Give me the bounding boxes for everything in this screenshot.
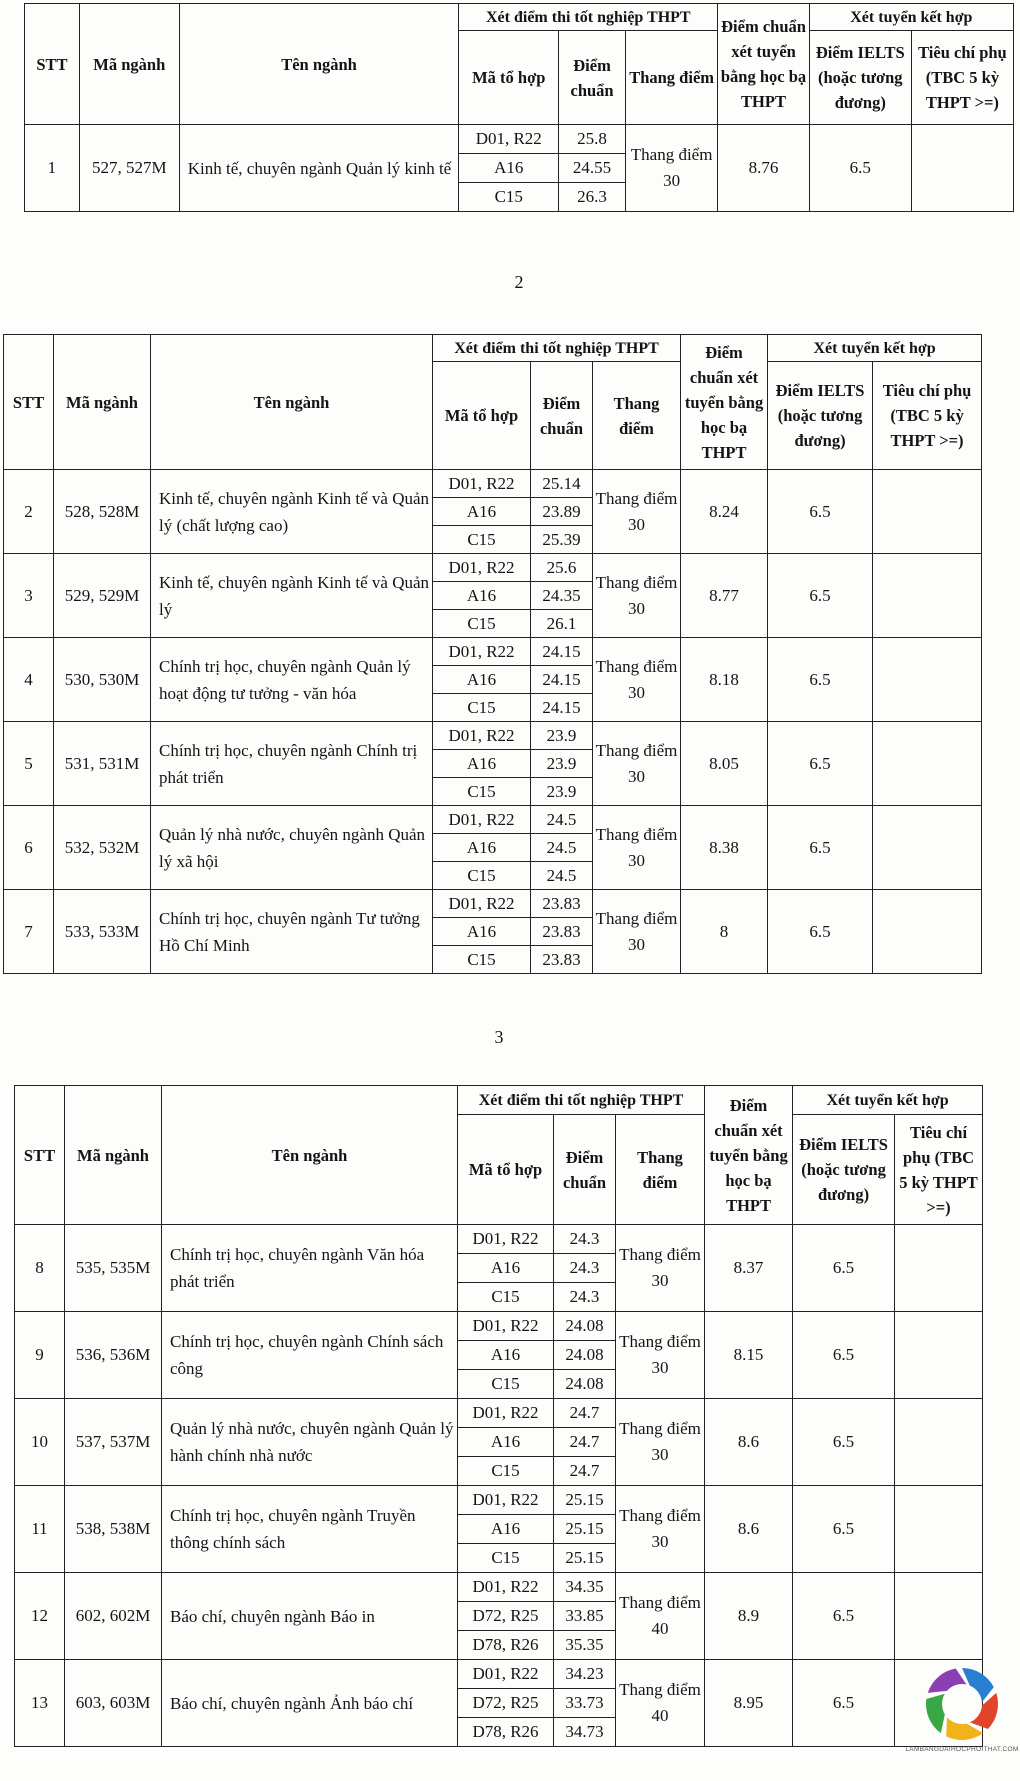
header-tieu-chi: Tiêu chí phụ (TBC 5 kỳ THPT >=) (895, 1115, 983, 1225)
cell-ma-to-hop: C15 (458, 1544, 554, 1573)
admission-table-page-2 (3, 334, 982, 974)
header-tieu-chi: Tiêu chí phụ (TBC 5 kỳ THPT >=) (911, 31, 1013, 125)
cell-hoc-ba: 8.38 (681, 806, 768, 890)
cell-diem-chuan: 25.15 (554, 1486, 616, 1515)
cell-diem-chuan: 24.7 (554, 1457, 616, 1486)
cell-ten-nganh: Quản lý nhà nước, chuyên ngành Quản lý hành chính nhà nước (162, 1399, 458, 1486)
cell-stt: 5 (4, 722, 54, 806)
cell-ma-to-hop: D01, R22 (458, 1399, 554, 1428)
cell-diem-chuan: 24.08 (554, 1312, 616, 1341)
cell-thang-diem: Thang điểm 30 (593, 470, 681, 554)
cell-ma-to-hop: C15 (433, 610, 531, 638)
cell-diem-chuan: 24.3 (554, 1254, 616, 1283)
cell-ma-to-hop: D72, R25 (458, 1602, 554, 1631)
cell-ma-to-hop: D01, R22 (433, 806, 531, 834)
header-ket-hop-group: Xét tuyển kết hợp (768, 335, 982, 362)
cell-ielts: 6.5 (793, 1486, 895, 1573)
cell-ma-to-hop: A16 (433, 666, 531, 694)
cell-thang-diem: Thang điểm 30 (616, 1486, 705, 1573)
header-hoc-ba: Điểm chuẩn xét tuyển bằng học bạ THPT (681, 335, 768, 470)
cell-stt: 12 (15, 1573, 65, 1660)
header-ielts: Điểm IELTS (hoặc tương đương) (809, 31, 911, 125)
cell-thang-diem: Thang điểm 30 (593, 638, 681, 722)
table-row (4, 806, 982, 834)
cell-ma-to-hop: C15 (458, 1283, 554, 1312)
cell-diem-chuan: 34.35 (554, 1573, 616, 1602)
cell-diem-chuan: 25.39 (531, 526, 593, 554)
cell-stt: 8 (15, 1225, 65, 1312)
cell-diem-chuan: 24.3 (554, 1225, 616, 1254)
cell-ma-to-hop: A16 (458, 1428, 554, 1457)
cell-ten-nganh: Chính trị học, chuyên ngành Quản lý hoạt động tư tưởng - văn hóa (151, 638, 433, 722)
cell-ma-nganh: 531, 531M (54, 722, 151, 806)
cell-ma-nganh: 536, 536M (65, 1312, 162, 1399)
cell-diem-chuan: 23.83 (531, 946, 593, 974)
cell-ten-nganh: Kinh tế, chuyên ngành Kinh tế và Quản lý (chất lượng cao) (151, 470, 433, 554)
cell-stt: 7 (4, 890, 54, 974)
table-row (15, 1312, 983, 1341)
cell-diem-chuan: 24.5 (531, 806, 593, 834)
cell-stt: 13 (15, 1660, 65, 1747)
cell-tieu-chi (873, 638, 982, 722)
cell-tieu-chi (873, 470, 982, 554)
cell-ma-to-hop: A16 (433, 750, 531, 778)
cell-ma-to-hop: D01, R22 (459, 125, 559, 154)
cell-ielts: 6.5 (768, 554, 873, 638)
header-diem-chuan: Điểm chuẩn (559, 31, 626, 125)
cell-ma-to-hop: A16 (458, 1254, 554, 1283)
cell-thang-diem: Thang điểm 30 (593, 722, 681, 806)
cell-hoc-ba: 8.37 (705, 1225, 793, 1312)
cell-ma-nganh: 535, 535M (65, 1225, 162, 1312)
cell-hoc-ba: 8.76 (718, 125, 809, 212)
table-row (4, 890, 982, 918)
cell-hoc-ba: 8 (681, 890, 768, 974)
cell-ma-to-hop: C15 (458, 1370, 554, 1399)
cell-ielts: 6.5 (809, 125, 911, 212)
cell-ma-to-hop: D01, R22 (433, 890, 531, 918)
header-stt: STT (15, 1086, 65, 1225)
header-diem-chuan: Điểm chuẩn (531, 362, 593, 470)
cell-ma-to-hop: C15 (433, 526, 531, 554)
header-thpt-group: Xét điểm thi tốt nghiệp THPT (458, 1086, 705, 1115)
cell-ielts: 6.5 (768, 470, 873, 554)
logo-ring-icon (912, 1662, 1012, 1746)
cell-ma-nganh: 527, 527M (79, 125, 179, 212)
cell-stt: 4 (4, 638, 54, 722)
table-row (4, 638, 982, 666)
cell-ma-to-hop: D01, R22 (458, 1573, 554, 1602)
cell-hoc-ba: 8.6 (705, 1486, 793, 1573)
header-stt: STT (25, 4, 80, 125)
cell-diem-chuan: 34.73 (554, 1718, 616, 1747)
admission-table-page-3 (14, 1085, 983, 1747)
cell-ten-nganh: Kinh tế, chuyên ngành Quản lý kinh tế (179, 125, 458, 212)
header-hoc-ba: Điểm chuẩn xét tuyển bằng học bạ THPT (705, 1086, 793, 1225)
header-hoc-ba: Điểm chuẩn xét tuyển bằng học bạ THPT (718, 4, 809, 125)
cell-ma-to-hop: A16 (433, 498, 531, 526)
header-ket-hop-group: Xét tuyển kết hợp (793, 1086, 983, 1115)
cell-ma-to-hop: A16 (433, 918, 531, 946)
cell-stt: 6 (4, 806, 54, 890)
cell-diem-chuan: 23.9 (531, 778, 593, 806)
cell-ten-nganh: Chính trị học, chuyên ngành Truyền thông chính sách (162, 1486, 458, 1573)
cell-diem-chuan: 23.83 (531, 918, 593, 946)
cell-diem-chuan: 25.8 (559, 125, 626, 154)
cell-tieu-chi (873, 806, 982, 890)
cell-ma-to-hop: D01, R22 (458, 1225, 554, 1254)
admission-table-page-1 (24, 3, 1014, 212)
cell-stt: 1 (25, 125, 80, 212)
cell-diem-chuan: 24.08 (554, 1341, 616, 1370)
cell-thang-diem: Thang điểm 30 (593, 554, 681, 638)
header-ten-nganh: Tên ngành (151, 335, 433, 470)
cell-ma-to-hop: A16 (458, 1515, 554, 1544)
cell-diem-chuan: 26.1 (531, 610, 593, 638)
cell-diem-chuan: 23.83 (531, 890, 593, 918)
table-row (15, 1573, 983, 1602)
cell-stt: 3 (4, 554, 54, 638)
cell-ten-nganh: Chính trị học, chuyên ngành Tư tưởng Hồ Chí Minh (151, 890, 433, 974)
cell-ma-nganh: 530, 530M (54, 638, 151, 722)
cell-diem-chuan: 24.5 (531, 862, 593, 890)
header-ma-to-hop: Mã tổ hợp (433, 362, 531, 470)
cell-ten-nganh: Chính trị học, chuyên ngành Văn hóa phát triển (162, 1225, 458, 1312)
cell-ma-to-hop: D01, R22 (433, 554, 531, 582)
cell-thang-diem: Thang điểm 30 (593, 890, 681, 974)
cell-ma-nganh: 533, 533M (54, 890, 151, 974)
cell-tieu-chi (895, 1399, 983, 1486)
cell-stt: 9 (15, 1312, 65, 1399)
cell-tieu-chi (911, 125, 1013, 212)
cell-ten-nganh: Báo chí, chuyên ngành Ảnh báo chí (162, 1660, 458, 1747)
cell-ma-to-hop: C15 (458, 1457, 554, 1486)
cell-ma-to-hop: D78, R26 (458, 1718, 554, 1747)
cell-ma-nganh: 529, 529M (54, 554, 151, 638)
cell-tieu-chi (873, 554, 982, 638)
header-ket-hop-group: Xét tuyển kết hợp (809, 4, 1013, 31)
cell-diem-chuan: 23.9 (531, 750, 593, 778)
cell-ma-to-hop: D01, R22 (433, 470, 531, 498)
cell-ielts: 6.5 (768, 806, 873, 890)
cell-thang-diem: Thang điểm 30 (593, 806, 681, 890)
cell-stt: 11 (15, 1486, 65, 1573)
header-ten-nganh: Tên ngành (179, 4, 458, 125)
site-logo (905, 1662, 1019, 1774)
cell-stt: 2 (4, 470, 54, 554)
header-tieu-chi: Tiêu chí phụ (TBC 5 kỳ THPT >=) (873, 362, 982, 470)
logo-segment (928, 1669, 967, 1693)
table-row (4, 722, 982, 750)
cell-ma-to-hop: C15 (433, 778, 531, 806)
cell-ma-to-hop: D01, R22 (433, 638, 531, 666)
cell-diem-chuan: 24.55 (559, 154, 626, 183)
cell-diem-chuan: 25.6 (531, 554, 593, 582)
cell-ma-to-hop: C15 (433, 946, 531, 974)
header-diem-chuan: Điểm chuẩn (554, 1115, 616, 1225)
header-ma-nganh: Mã ngành (54, 335, 151, 470)
header-thang-diem: Thang điểm (616, 1115, 705, 1225)
cell-tieu-chi (895, 1312, 983, 1399)
cell-stt: 10 (15, 1399, 65, 1486)
cell-ielts: 6.5 (793, 1573, 895, 1660)
cell-ma-to-hop: D01, R22 (458, 1660, 554, 1689)
cell-diem-chuan: 33.73 (554, 1689, 616, 1718)
cell-ma-to-hop: D01, R22 (458, 1486, 554, 1515)
cell-diem-chuan: 25.14 (531, 470, 593, 498)
header-ma-to-hop: Mã tổ hợp (459, 31, 559, 125)
cell-diem-chuan: 34.23 (554, 1660, 616, 1689)
cell-diem-chuan: 24.7 (554, 1428, 616, 1457)
cell-ielts: 6.5 (793, 1399, 895, 1486)
table-row (25, 125, 1014, 154)
cell-ielts: 6.5 (793, 1225, 895, 1312)
cell-diem-chuan: 23.9 (531, 722, 593, 750)
cell-tieu-chi (895, 1573, 983, 1660)
cell-ielts: 6.5 (793, 1312, 895, 1399)
header-ma-nganh: Mã ngành (79, 4, 179, 125)
cell-hoc-ba: 8.95 (705, 1660, 793, 1747)
header-thang-diem: Thang điểm (625, 31, 717, 125)
cell-hoc-ba: 8.18 (681, 638, 768, 722)
header-thpt-group: Xét điểm thi tốt nghiệp THPT (459, 4, 718, 31)
cell-hoc-ba: 8.77 (681, 554, 768, 638)
cell-thang-diem: Thang điểm 30 (625, 125, 717, 212)
cell-diem-chuan: 35.35 (554, 1631, 616, 1660)
cell-ma-to-hop: D72, R25 (458, 1689, 554, 1718)
header-thpt-group: Xét điểm thi tốt nghiệp THPT (433, 335, 681, 362)
cell-ma-to-hop: D01, R22 (433, 722, 531, 750)
cell-ma-to-hop: A16 (433, 834, 531, 862)
cell-ma-nganh: 603, 603M (65, 1660, 162, 1747)
cell-ma-nganh: 537, 537M (65, 1399, 162, 1486)
cell-diem-chuan: 24.7 (554, 1399, 616, 1428)
cell-hoc-ba: 8.24 (681, 470, 768, 554)
cell-ielts: 6.5 (768, 890, 873, 974)
cell-ten-nganh: Chính trị học, chuyên ngành Chính sách công (162, 1312, 458, 1399)
cell-ma-to-hop: A16 (433, 582, 531, 610)
table-row (15, 1486, 983, 1515)
header-ielts: Điểm IELTS (hoặc tương đương) (793, 1115, 895, 1225)
cell-diem-chuan: 24.5 (531, 834, 593, 862)
cell-diem-chuan: 25.15 (554, 1544, 616, 1573)
cell-ma-to-hop: D78, R26 (458, 1631, 554, 1660)
page-number: 2 (514, 272, 524, 292)
cell-diem-chuan: 33.85 (554, 1602, 616, 1631)
header-thang-diem: Thang điểm (593, 362, 681, 470)
cell-ten-nganh: Chính trị học, chuyên ngành Chính trị phát triển (151, 722, 433, 806)
cell-ma-nganh: 528, 528M (54, 470, 151, 554)
cell-hoc-ba: 8.05 (681, 722, 768, 806)
table-row (15, 1660, 983, 1689)
cell-ma-nganh: 532, 532M (54, 806, 151, 890)
cell-diem-chuan: 23.89 (531, 498, 593, 526)
cell-ielts: 6.5 (768, 638, 873, 722)
header-ielts: Điểm IELTS (hoặc tương đương) (768, 362, 873, 470)
cell-diem-chuan: 24.15 (531, 666, 593, 694)
page-number: 3 (494, 1027, 504, 1047)
cell-hoc-ba: 8.15 (705, 1312, 793, 1399)
cell-ten-nganh: Quản lý nhà nước, chuyên ngành Quản lý xã hội (151, 806, 433, 890)
cell-ielts: 6.5 (793, 1660, 895, 1747)
cell-thang-diem: Thang điểm 40 (616, 1660, 705, 1747)
cell-ma-to-hop: C15 (433, 694, 531, 722)
cell-tieu-chi (895, 1225, 983, 1312)
cell-ma-to-hop: A16 (458, 1341, 554, 1370)
table-row (4, 470, 982, 498)
cell-thang-diem: Thang điểm 30 (616, 1225, 705, 1312)
header-ten-nganh: Tên ngành (162, 1086, 458, 1225)
cell-diem-chuan: 24.15 (531, 694, 593, 722)
table-row (15, 1225, 983, 1254)
cell-ma-to-hop: C15 (459, 183, 559, 212)
logo-segment (926, 1694, 945, 1733)
cell-thang-diem: Thang điểm 40 (616, 1573, 705, 1660)
table-row (15, 1399, 983, 1428)
header-ma-nganh: Mã ngành (65, 1086, 162, 1225)
table-row (4, 554, 982, 582)
cell-ma-nganh: 538, 538M (65, 1486, 162, 1573)
cell-diem-chuan: 25.15 (554, 1515, 616, 1544)
cell-diem-chuan: 24.35 (531, 582, 593, 610)
cell-thang-diem: Thang điểm 30 (616, 1399, 705, 1486)
cell-ielts: 6.5 (768, 722, 873, 806)
cell-tieu-chi (873, 722, 982, 806)
cell-diem-chuan: 24.3 (554, 1283, 616, 1312)
cell-ma-to-hop: D01, R22 (458, 1312, 554, 1341)
cell-tieu-chi (873, 890, 982, 974)
cell-thang-diem: Thang điểm 30 (616, 1312, 705, 1399)
cell-ma-nganh: 602, 602M (65, 1573, 162, 1660)
cell-hoc-ba: 8.6 (705, 1399, 793, 1486)
cell-diem-chuan: 24.08 (554, 1370, 616, 1399)
cell-diem-chuan: 24.15 (531, 638, 593, 666)
cell-ma-to-hop: A16 (459, 154, 559, 183)
cell-hoc-ba: 8.9 (705, 1573, 793, 1660)
logo-site-text: LAMBANGDAIHOCPHOITHAT.COM (905, 1746, 1019, 1753)
cell-ten-nganh: Kinh tế, chuyên ngành Kinh tế và Quản lý (151, 554, 433, 638)
header-stt: STT (4, 335, 54, 470)
cell-ten-nganh: Báo chí, chuyên ngành Báo in (162, 1573, 458, 1660)
cell-ma-to-hop: C15 (433, 862, 531, 890)
header-ma-to-hop: Mã tổ hợp (458, 1115, 554, 1225)
logo-segment (962, 1668, 994, 1702)
cell-diem-chuan: 26.3 (559, 183, 626, 212)
cell-tieu-chi (895, 1486, 983, 1573)
